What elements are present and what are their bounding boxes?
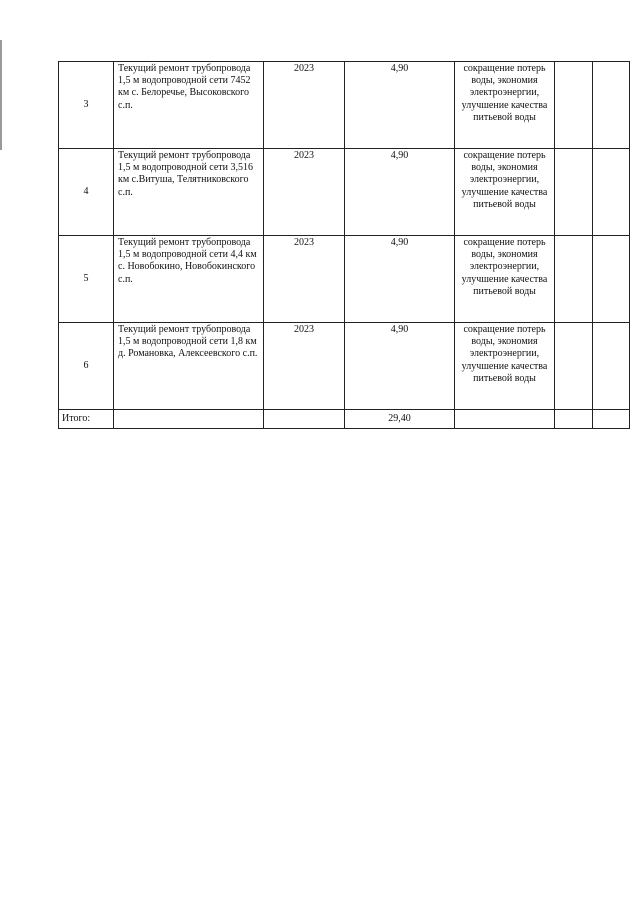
total-label: Итого: <box>59 410 114 429</box>
amount-cell: 4,90 <box>345 62 455 149</box>
goal-cell: сокращение потерь воды, экономия электроэнергии, улучшение качества питьевой воды <box>455 323 555 410</box>
work-description: Текущий ремонт трубопровода 1,5 м водопроводной сети 4,4 км с. Новобокино, Новобокинского с.п. <box>114 236 264 323</box>
table-row <box>59 236 630 323</box>
goal-cell: сокращение потерь воды, экономия электроэнергии, улучшение качества питьевой воды <box>455 236 555 323</box>
empty-cell <box>555 410 593 429</box>
table-row <box>59 149 630 236</box>
empty-cell <box>593 323 630 410</box>
row-number: 4 <box>59 149 114 236</box>
amount-cell: 4,90 <box>345 236 455 323</box>
row-number: 3 <box>59 62 114 149</box>
table-row <box>59 323 630 410</box>
year-cell: 2023 <box>264 62 345 149</box>
empty-cell <box>593 410 630 429</box>
work-description: Текущий ремонт трубопровода 1,5 м водопроводной сети 1,8 км д. Романовка, Алексеевского с.п. <box>114 323 264 410</box>
total-amount: 29,40 <box>345 410 455 429</box>
empty-cell <box>593 62 630 149</box>
empty-cell <box>555 323 593 410</box>
year-cell: 2023 <box>264 236 345 323</box>
amount-cell: 4,90 <box>345 149 455 236</box>
work-description: Текущий ремонт трубопровода 1,5 м водопроводной сети 3,516 км с.Витуша, Телятниковского с.п. <box>114 149 264 236</box>
table-row <box>59 62 630 149</box>
goal-cell: сокращение потерь воды, экономия электроэнергии, улучшение качества питьевой воды <box>455 62 555 149</box>
empty-cell <box>593 236 630 323</box>
year-cell: 2023 <box>264 149 345 236</box>
empty-cell <box>555 62 593 149</box>
empty-cell <box>455 410 555 429</box>
amount-cell: 4,90 <box>345 323 455 410</box>
program-table <box>58 61 630 429</box>
year-cell: 2023 <box>264 323 345 410</box>
empty-cell <box>593 149 630 236</box>
row-number: 6 <box>59 323 114 410</box>
empty-cell <box>114 410 264 429</box>
work-description: Текущий ремонт трубопровода 1,5 м водопроводной сети 7452 км с. Белоречье, Высоковского с.п. <box>114 62 264 149</box>
empty-cell <box>555 236 593 323</box>
goal-cell: сокращение потерь воды, экономия электроэнергии, улучшение качества питьевой воды <box>455 149 555 236</box>
total-row <box>59 410 630 429</box>
empty-cell <box>264 410 345 429</box>
row-number: 5 <box>59 236 114 323</box>
page-edge-mark <box>0 40 2 150</box>
empty-cell <box>555 149 593 236</box>
